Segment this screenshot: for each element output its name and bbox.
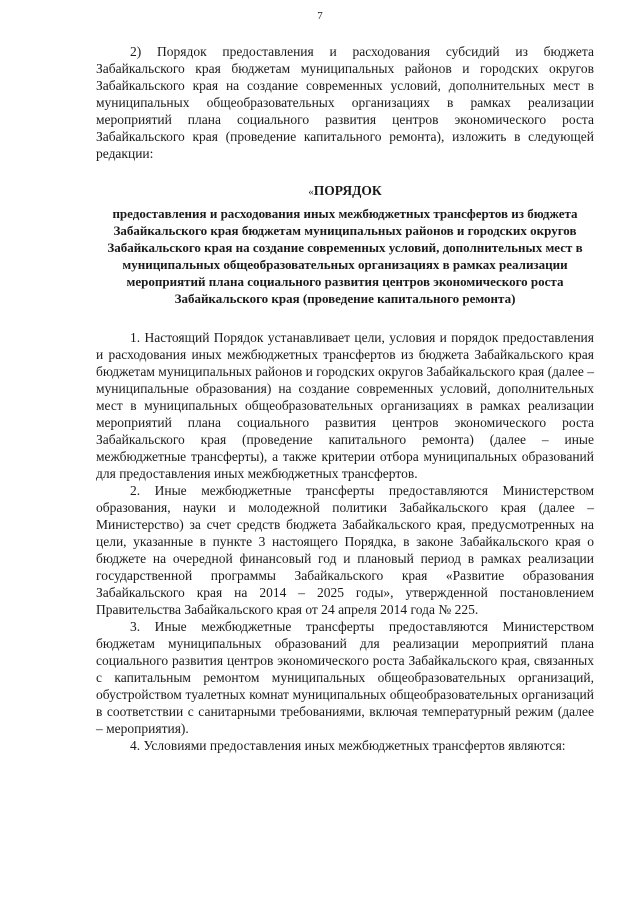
document-body (96, 43, 594, 754)
page-number: 7 (317, 10, 323, 22)
opening-quote-mark: « (308, 186, 314, 198)
paragraph-1: 1. Настоящий Порядок устанавливает цели, условия и порядок предоставления и расходования иных межбюджетных трансфертов из бюджета Забайкальского края бюджетам муниципальных районов и городских округов Забайкальского края (далее – муниципальные образования) на создание современных условий, дополнительных мест в муниципальных общеобразовательных организациях в рамках реализации мероприятий плана социального развития центров экономического роста Забайкальского края (проведение капитального ремонта) (далее – иные межбюджетные трансферты), а также критерии отбора муниципальных образований для предоставления иных межбюджетных трансфертов. (96, 330, 594, 481)
paragraph-2: 2. Иные межбюджетные трансферты предоставляются Министерством образования, науки и молодежной политики Забайкальского края (далее – Министерство) за счет средств бюджета Забайкальского края, предусмотренных на цели, указанные в пункте 3 настоящего Порядка, в законе Забайкальского края о бюджете на очередной финансовый год и плановый период в рамках реализации государственной программы Забайкальского края «Развитие образования Забайкальского края на 2014 – 2025 годы», утвержденной постановлением Правительства Забайкальского края от 24 апреля 2014 года № 225. (96, 483, 594, 617)
paragraph-3: 3. Иные межбюджетные трансферты предоставляются Министерством бюджетам муниципальных образований для реализации мероприятий плана социального развития центров экономического роста Забайкальского края, связанных с капитальным ремонтом муниципальных общеобразовательных организаций, обустройством туалетных комнат муниципальных общеобразовательных организаций в соответствии с санитарными требованиями, включая температурный режим (далее – мероприятия). (96, 619, 594, 736)
title-heading: ПОРЯДОК (313, 183, 382, 198)
document-subtitle: предоставления и расходования иных межбюджетных трансфертов из бюджета Забайкальского края бюджетам муниципальных районов и городских округов Забайкальского края на создание современных условий, дополнительных мест в муниципальных общеобразовательных организациях в рамках реализации мероприятий плана социального развития центров экономического роста Забайкальского края (проведение капитального ремонта) (107, 206, 583, 306)
intro-paragraph: 2) Порядок предоставления и расходования субсидий из бюджета Забайкальского края бюджетам муниципальных районов и городских округов Забайкальского края на создание современных условий, дополнительных мест в муниципальных общеобразовательных организациях в рамках реализации мероприятий плана социального развития центров экономического роста Забайкальского края (проведение капитального ремонта), изложить в следующей редакции: (96, 44, 594, 161)
document-title (96, 182, 594, 201)
paragraph-4: 4. Условиями предоставления иных межбюджетных трансфертов являются: (130, 738, 566, 753)
section-gap (96, 307, 594, 329)
